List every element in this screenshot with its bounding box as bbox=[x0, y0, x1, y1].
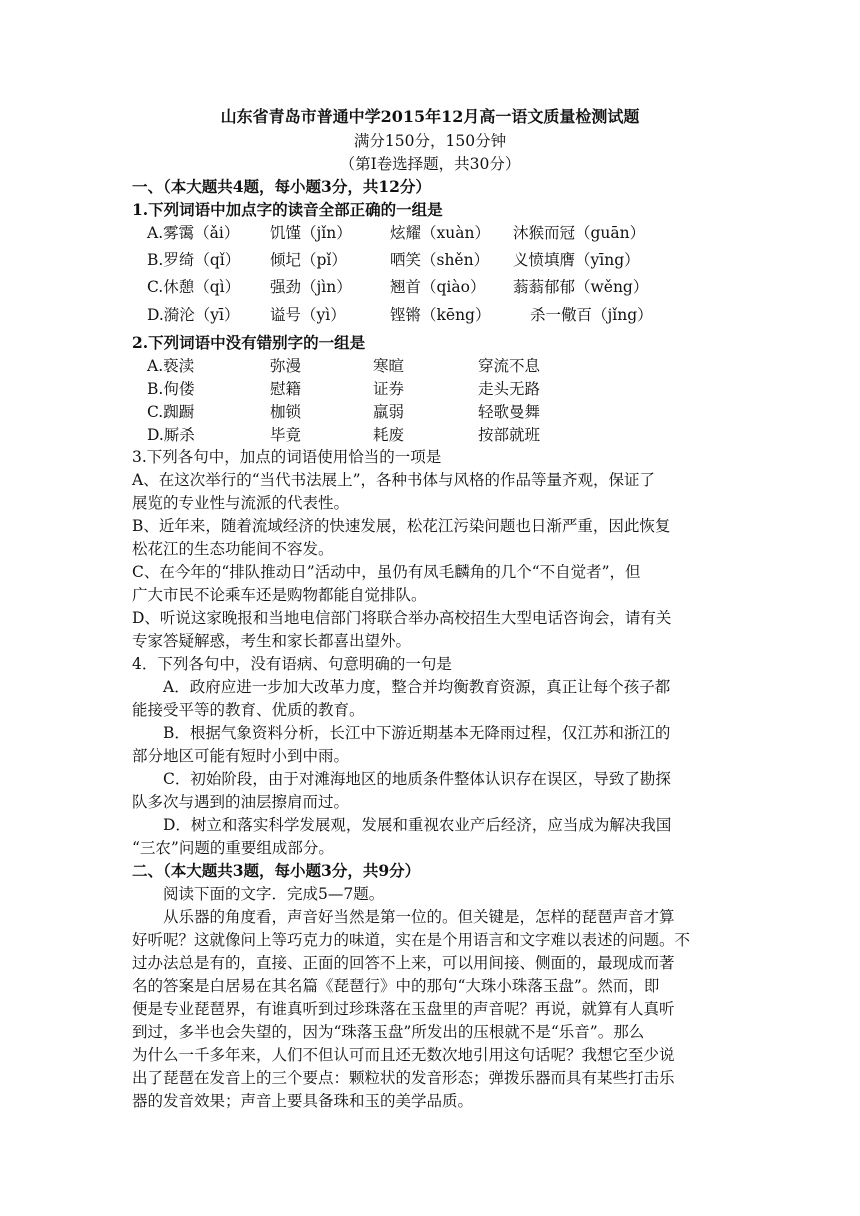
q1-option: C.休憩（qì） bbox=[147, 278, 241, 296]
q2-option: 羸弱 bbox=[373, 403, 405, 421]
passage-line: 从乐器的角度看，声音好当然是第一位的。但关键是，怎样的琵琶声音才算 bbox=[163, 908, 675, 926]
q2-option: 穿流不息 bbox=[478, 357, 541, 375]
q4-option-c: C．初始阶段，由于对滩海地区的地质条件整体认识存在误区，导致了勘探 bbox=[163, 770, 671, 788]
q2-option: 枷锁 bbox=[270, 403, 302, 421]
q1-option: 义愤填膺（yīng） bbox=[513, 251, 640, 269]
section-info: （第Ⅰ卷选择题，共30分） bbox=[339, 155, 521, 173]
q3-option-b: B、近年来，随着流域经济的快速发展，松花江污染问题也日渐严重，因此恢复 bbox=[132, 517, 671, 535]
q2-option: C.踟蹰 bbox=[147, 403, 195, 421]
q1-option: 哂笑（shěn） bbox=[390, 251, 490, 269]
q1-option: 强劲（jìn） bbox=[270, 278, 352, 296]
passage-line: 名的答案是白居易在其名篇《琵琶行》中的那句“大珠小珠落玉盘”。然而，即 bbox=[132, 977, 660, 995]
q3-option-d-cont: 专家答疑解惑，考生和家长都喜出望外。 bbox=[132, 632, 412, 650]
q1-option: 翘首（qiào） bbox=[390, 278, 486, 296]
q1-option: 沐猴而冠（guān） bbox=[513, 224, 646, 242]
q1-option: A.雾霭（ǎi） bbox=[147, 224, 240, 242]
q4-option-a: A．政府应进一步加大改革力度，整合并均衡教育资源，真正让每个孩子都 bbox=[163, 678, 671, 696]
part1-heading: 一、（本大题共4题，每小题3分，共12分） bbox=[132, 177, 431, 196]
q4-option-d: D．树立和落实科学发展观，发展和重视农业产后经济，应当成为解决我国 bbox=[163, 816, 672, 834]
q2-option: 寒暄 bbox=[373, 357, 405, 375]
q2-option: 按部就班 bbox=[478, 426, 541, 444]
q4-option-a-cont: 能接受平等的教育、优质的教育。 bbox=[132, 701, 365, 719]
q2-option: 耗废 bbox=[373, 426, 405, 444]
q2-option: 弥漫 bbox=[270, 357, 302, 375]
q3-option-c: C、在今年的“排队推动日”活动中，虽仍有凤毛麟角的几个“不自觉者”，但 bbox=[132, 563, 641, 581]
q3-stem: 3.下列各句中，加点的词语使用恰当的一项是 bbox=[132, 448, 442, 466]
q2-stem: 2.下列词语中没有错别字的一组是 bbox=[132, 333, 366, 352]
q2-option: D.厮杀 bbox=[147, 426, 195, 444]
q3-option-a-cont: 展览的专业性与流派的代表性。 bbox=[132, 494, 350, 512]
q2-option: A.亵渎 bbox=[147, 357, 195, 375]
passage-line: 过办法总是有的，直接、正面的回答不上来，可以用间接、侧面的，最现成而著 bbox=[132, 954, 675, 972]
q4-stem: 4．下列各句中，没有语病、句意明确的一句是 bbox=[132, 655, 452, 673]
q1-option: 倾圮（pǐ） bbox=[270, 251, 347, 269]
q1-option: D.漪沦（yī） bbox=[147, 306, 240, 324]
q2-option: 轻歌曼舞 bbox=[478, 403, 541, 421]
q4-option-b: B．根据气象资料分析，长江中下游近期基本无降雨过程，仅江苏和浙江的 bbox=[163, 724, 671, 742]
passage-line: 为什么一千多年来，人们不但认可而且还无数次地引用这句话呢？我想它至少说 bbox=[132, 1046, 675, 1064]
q4-option-b-cont: 部分地区可能有短时小到中雨。 bbox=[132, 747, 350, 765]
q3-option-c-cont: 广大市民不论乘车还是购物都能自觉排队。 bbox=[132, 586, 427, 604]
q2-option: 慰籍 bbox=[270, 380, 302, 398]
passage-line: 到过，多半也会失望的，因为“珠落玉盘”所发出的压根就不是“乐音”。那么 bbox=[132, 1023, 645, 1041]
score-info: 满分150分，150分钟 bbox=[353, 132, 507, 150]
q3-option-d: D、听说这家晚报和当地电信部门将联合举办高校招生大型电话咨询会，请有关 bbox=[132, 609, 672, 627]
passage-line: 器的发音效果；声音上要具备珠和玉的美学品质。 bbox=[132, 1092, 474, 1110]
passage-line: 出了琵琶在发音上的三个要点：颗粒状的发音形态；弹拨乐器而具有某些打击乐 bbox=[132, 1069, 675, 1087]
q1-option: 蓊蓊郁郁（wěng） bbox=[513, 278, 649, 296]
exam-title: 山东省青岛市普通中学2015年12月高一语文质量检测试题 bbox=[220, 107, 640, 126]
passage-line: 便是专业琵琶界，有谁真听到过珍珠落在玉盘里的声音呢？再说，就算有人真听 bbox=[132, 1000, 675, 1018]
q2-option: B.佝偻 bbox=[147, 380, 195, 398]
q2-option: 走头无路 bbox=[478, 380, 541, 398]
q1-option: 炫耀（xuàn） bbox=[390, 224, 490, 242]
q3-option-a: A、在这次举行的“当代书法展上”，各种书体与风格的作品等量齐观，保证了 bbox=[132, 471, 656, 489]
passage-line: 好听呢？这就像问上等巧克力的味道，实在是个用语言和文字难以表述的问题。不 bbox=[132, 931, 691, 949]
q1-option: 谥号（yì） bbox=[270, 306, 346, 324]
q1-stem: 1.下列词语中加点字的读音全部正确的一组是 bbox=[132, 200, 443, 219]
part2-heading: 二、（本大题共3题，每小题3分，共9分） bbox=[132, 861, 421, 880]
q1-option: 杀一儆百（jǐng） bbox=[530, 306, 653, 324]
q1-option: 饥馑（jǐn） bbox=[270, 224, 352, 242]
q1-option: B.罗绮（qǐ） bbox=[147, 251, 241, 269]
q4-option-c-cont: 队多次与遇到的油层擦肩而过。 bbox=[132, 793, 350, 811]
q3-option-b-cont: 松花江的生态功能间不容发。 bbox=[132, 540, 334, 558]
q4-option-d-cont: “三农”问题的重要组成部分。 bbox=[132, 839, 334, 857]
reading-instruction: 阅读下面的文字．完成5—7题。 bbox=[163, 885, 385, 903]
q2-option: 毕竟 bbox=[270, 426, 302, 444]
q2-option: 证券 bbox=[373, 380, 405, 398]
q1-option: 铿锵（kēng） bbox=[390, 306, 491, 324]
